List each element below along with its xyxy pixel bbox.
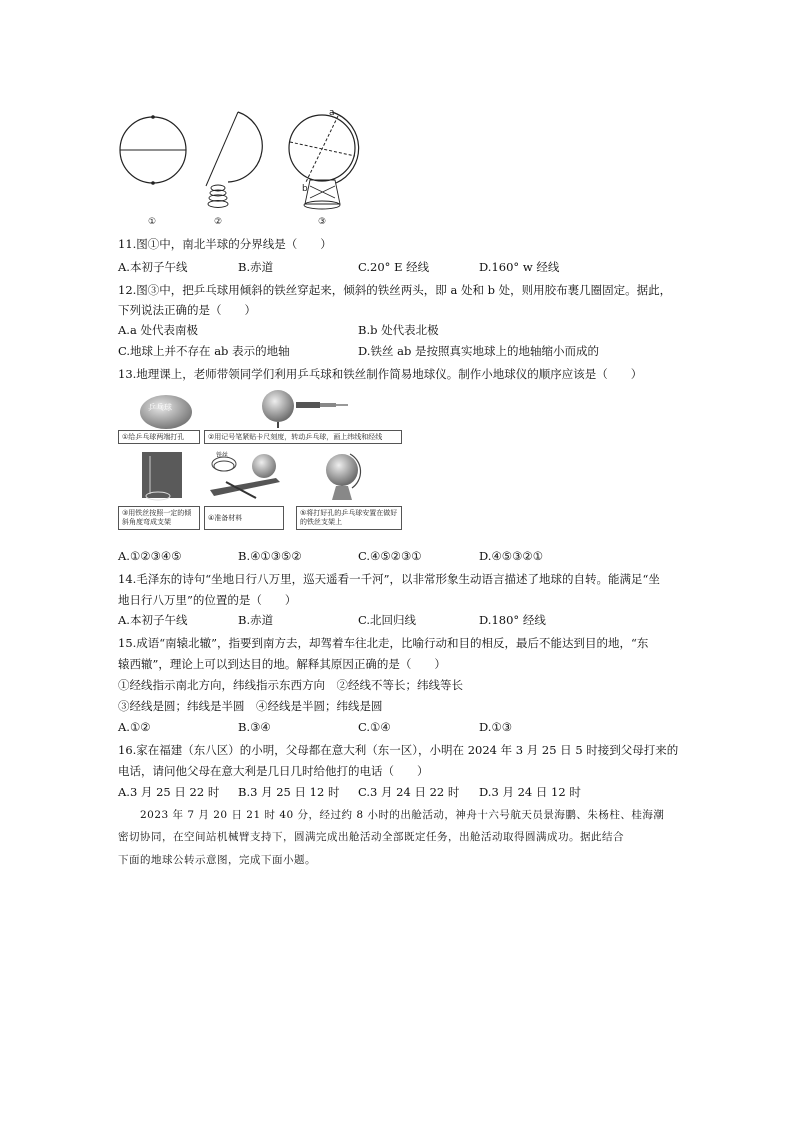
q14-stem-line1: 14.毛泽东的诗句“坐地日行八万里，巡天遥看一千河”，以非常形象生动语言描述了地球的自转。能满足“坐 [118,572,660,586]
q13-option-c[interactable]: C.④⑤②③① [358,549,422,563]
q15-option-d[interactable]: D.①③ [479,720,513,734]
figure-label-1: ① [148,217,157,227]
figure-3-globe [289,112,359,209]
materials-image [206,452,290,504]
ping-pong-ball-text: 乒乓球 [148,403,172,412]
step-1-box: ①给乒乓球两端打孔 [118,430,200,444]
q12-option-d[interactable]: D.铁丝 ab 是按照真实地球上的地轴缩小而成的 [358,344,599,358]
q11-option-a[interactable]: A.本初子午线 [118,260,188,274]
q15-stem-line1: 15.成语“南辕北辙”，指要到南方去，却驾着车往北走，比喻行动和目的相反，最后不能达到目的地，“东 [118,636,649,650]
step-4-box: ④准备材料 [204,506,284,530]
step-2-box: ②用记号笔紧贴卡尺刻度，转动乒乓球，画上纬线和经线 [204,430,402,444]
passage-line1-text: 2023 年 7 月 20 日 21 时 40 分，经过约 8 小时的出舱活动，神舟十六号航天员景海鹏、朱杨柱、桂海潮 [140,809,665,821]
globe-figure [110,108,370,213]
q15-option-c[interactable]: C.①④ [358,720,391,734]
q12-option-a[interactable]: A.a 处代表南极 [118,323,198,337]
step-3-box: ③用铁丝按照一定的倾斜角度弯成支架 [118,506,200,530]
q13-option-d[interactable]: D.④⑤③②① [479,549,544,563]
wire-stand-image [136,450,196,504]
q15-option-b[interactable]: B.③④ [238,720,271,734]
figure-label-3: ③ [318,217,327,227]
q11-stem: 11.图①中，南北半球的分界线是（ ） [118,237,332,251]
q11-option-b[interactable]: B.赤道 [238,260,274,274]
q16-option-c[interactable]: C.3 月 24 日 22 时 [358,785,460,799]
ball-with-pen-image [256,388,356,430]
globe-label-a: a [329,108,335,118]
q13-option-b[interactable]: B.④①③⑤② [238,549,302,563]
assembled-globe-image [312,450,372,504]
q16-stem-line1: 16.家在福建（东八区）的小明，父母都在意大利（东一区），小明在 2024 年 3 月 25 日 5 时接到父母打来的 [118,743,679,757]
q15-statement-line1: ①经线指示南北方向，纬线指示东西方向 ②经线不等长；纬线等长 [118,678,463,692]
q14-option-b[interactable]: B.赤道 [238,613,274,627]
globe-label-b: b [302,184,308,194]
q13-steps-figure [116,388,416,538]
figure-label-2: ② [214,217,223,227]
q13-option-a[interactable]: A.①②③④⑤ [118,549,182,563]
q11-option-c[interactable]: C.20° E 经线 [358,260,430,274]
q14-stem-line2: 地日行八万里”的位置的是（ ） [118,593,297,607]
q12-stem-line1: 12.图③中，把乒乓球用倾斜的铁丝穿起来，倾斜的铁丝两头，即 a 处和 b 处，则用胶布裹几圈固定。据此， [118,283,672,297]
q12-option-c[interactable]: C.地球上并不存在 ab 表示的地轴 [118,344,290,358]
passage-line3: 下面的地球公转示意图，完成下面小题。 [118,854,316,866]
q12-option-b[interactable]: B.b 处代表北极 [358,323,439,337]
figure-2-wire-stand [206,112,262,208]
q11-option-d[interactable]: D.160° w 经线 [479,260,560,274]
q16-option-a[interactable]: A.3 月 25 日 22 时 [118,785,220,799]
q14-option-d[interactable]: D.180° 经线 [479,613,546,627]
q16-stem-line2: 电话，请问他父母在意大利是几日几时给他打的电话（ ） [118,764,429,778]
q16-option-d[interactable]: D.3 月 24 日 12 时 [479,785,581,799]
q14-option-c[interactable]: C.北回归线 [358,613,417,627]
q13-stem: 13.地理课上，老师带领同学们利用乒乓球和铁丝制作简易地球仪。制作小地球仪的顺序应该是（ ） [118,367,643,381]
passage-line1 [118,805,678,825]
wire-text: 铁丝 [216,452,229,459]
q16-option-b[interactable]: B.3 月 25 日 12 时 [238,785,340,799]
q14-option-a[interactable]: A.本初子午线 [118,613,188,627]
q15-stem-line2: 辕西辙”，理论上可以到达目的地。解释其原因正确的是（ ） [118,657,446,671]
passage-line2: 密切协同，在空间站机械臂支持下，圆满完成出舱活动全部既定任务，出舱活动取得圆满成功。据此结合 [118,831,624,843]
q15-option-a[interactable]: A.①② [118,720,151,734]
figure-1-circle [120,115,186,185]
q15-statement-line2: ③经线是圆；纬线是半圆 ④经线是半圆；纬线是圆 [118,699,383,713]
q12-stem-line2: 下列说法正确的是（ ） [118,303,256,317]
step-5-box: ⑤将打好孔的乒乓球安置在做好的铁丝支架上 [296,506,402,530]
